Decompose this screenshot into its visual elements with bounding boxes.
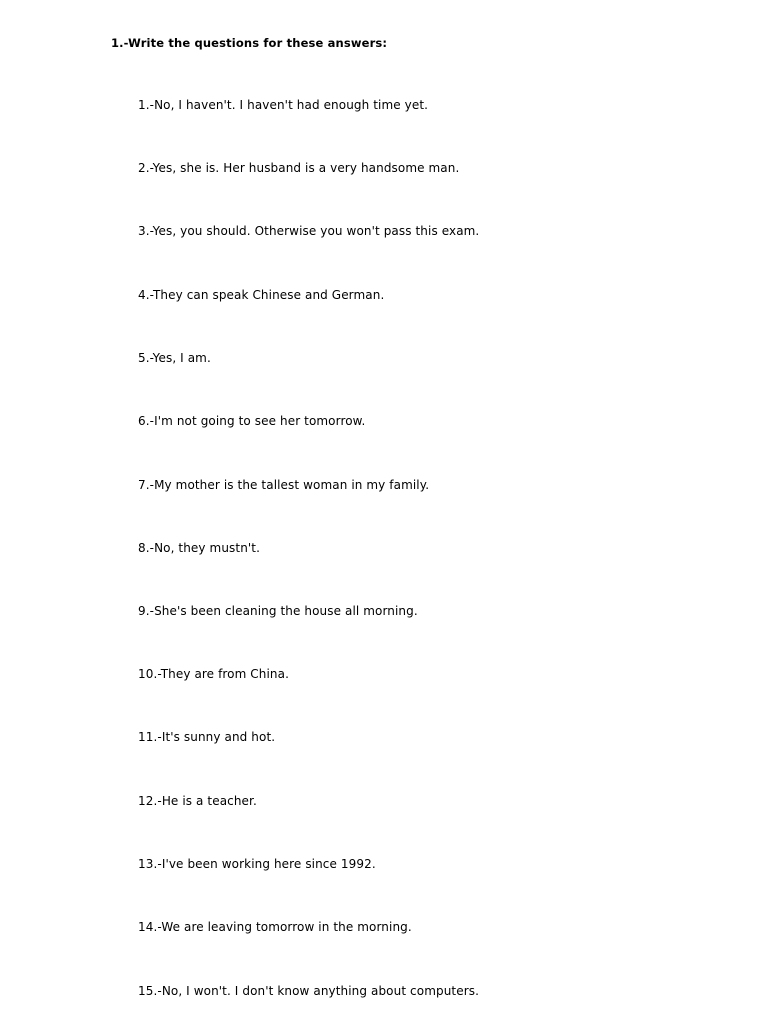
answer-item: 7.-My mother is the tallest woman in my family. [138, 478, 430, 492]
answer-item: 1.-No, I haven't. I haven't had enough time yet. [138, 98, 429, 112]
answer-item: 11.-It's sunny and hot. [138, 730, 276, 744]
answer-item: 15.-No, I won't. I don't know anything about computers. [138, 984, 479, 998]
answer-item: 14.-We are leaving tomorrow in the morning. [138, 920, 412, 934]
answer-item: 2.-Yes, she is. Her husband is a very handsome man. [138, 161, 460, 175]
answer-item: 6.-I'm not going to see her tomorrow. [138, 414, 366, 428]
exercise-heading: 1.-Write the questions for these answers: [111, 36, 388, 50]
answer-item: 5.-Yes, I am. [138, 351, 211, 365]
answer-item: 3.-Yes, you should. Otherwise you won't pass this exam. [138, 224, 480, 238]
answer-item: 4.-They can speak Chinese and German. [138, 288, 385, 302]
answer-item: 13.-I've been working here since 1992. [138, 857, 376, 871]
answer-item: 10.-They are from China. [138, 667, 289, 681]
answer-item: 12.-He is a teacher. [138, 794, 257, 808]
answer-item: 8.-No, they mustn't. [138, 541, 261, 555]
answer-item: 9.-She's been cleaning the house all morning. [138, 604, 418, 618]
